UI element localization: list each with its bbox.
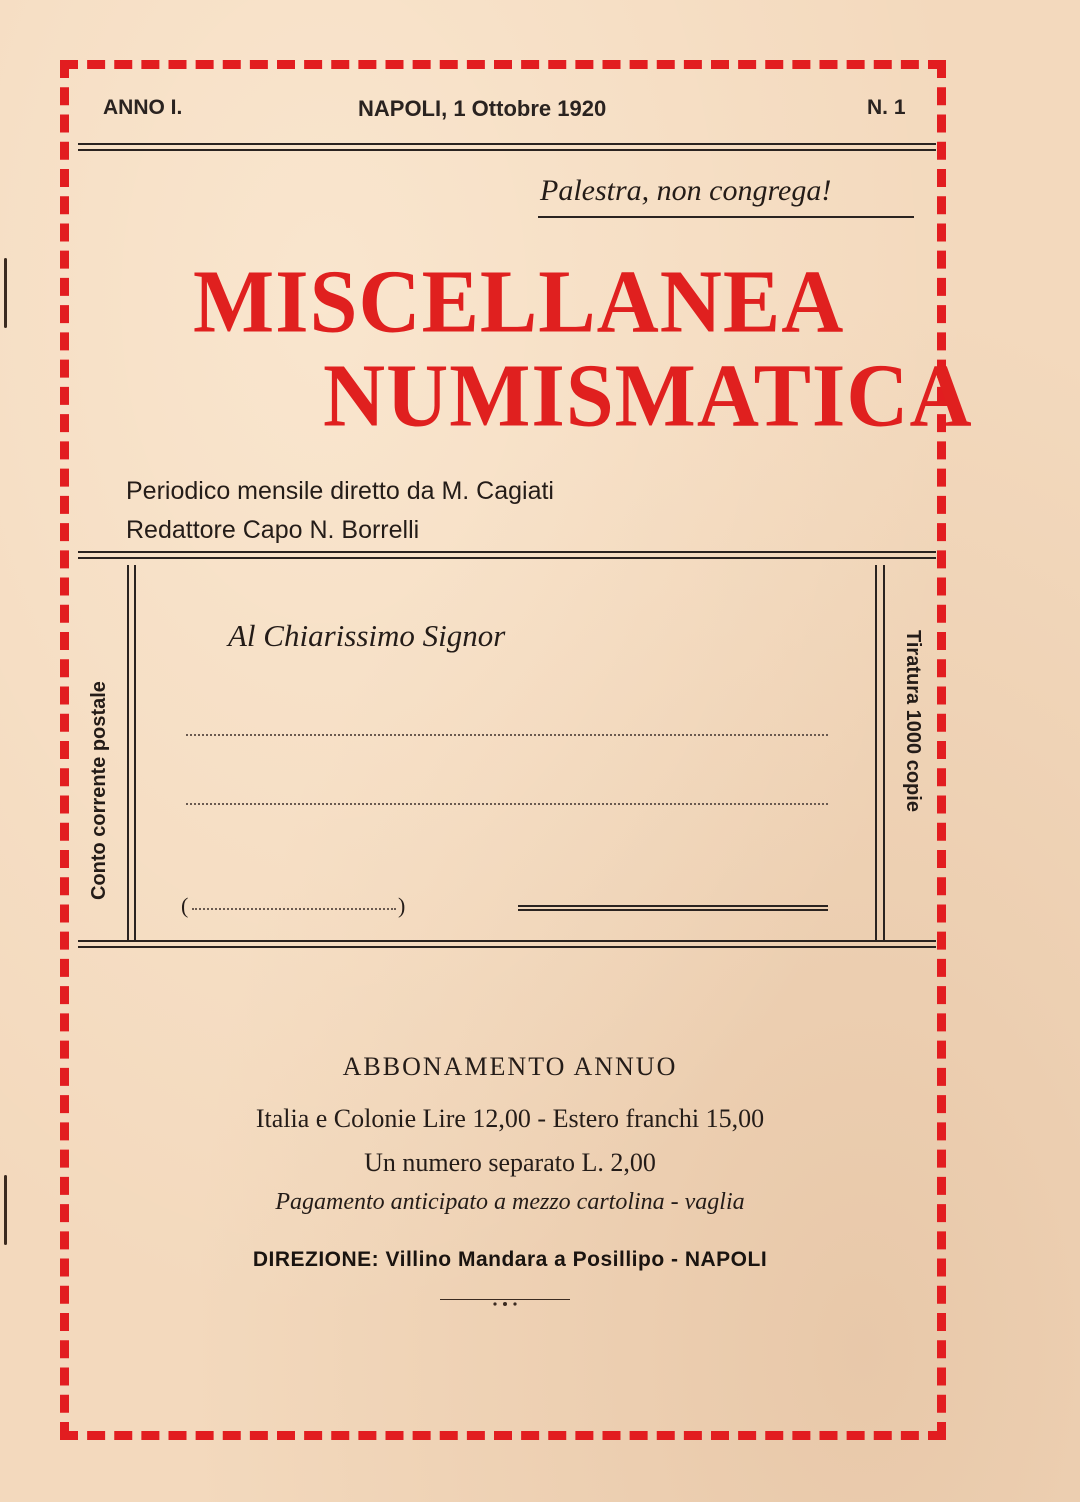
issue-year: ANNO I. xyxy=(103,96,183,119)
city-line xyxy=(518,905,828,911)
direction-address: DIREZIONE: Villino Mandara a Posillipo - NAPOLI xyxy=(252,1248,768,1271)
title-line-2: NUMISMATICA xyxy=(323,344,973,446)
header-rule xyxy=(78,143,936,151)
subscription-prices: Italia e Colonie Lire 12,00 - Estero franchi 15,00 xyxy=(255,1104,765,1133)
single-issue-price: Un numero separato L. 2,00 xyxy=(364,1148,656,1177)
province-line xyxy=(192,908,396,910)
motto-underline xyxy=(538,216,914,218)
address-box-left-line-1 xyxy=(127,565,129,940)
subtitle-director: Periodico mensile diretto da M. Cagiati xyxy=(126,477,554,505)
address-box-top-rule xyxy=(78,551,936,559)
address-line-2 xyxy=(186,803,828,805)
payment-note: Pagamento anticipato a mezzo cartolina - vaglia xyxy=(275,1189,745,1215)
paren-close: ) xyxy=(398,893,406,918)
subscription-heading: ABBONAMENTO ANNUO xyxy=(342,1052,678,1081)
address-box-right-line-2 xyxy=(883,565,885,940)
title-line-1: MISCELLANEA xyxy=(193,250,845,352)
address-box-right-line-1 xyxy=(875,565,877,940)
staple-bottom xyxy=(4,1175,7,1245)
postal-account-label: Conto corrente postale xyxy=(88,681,110,900)
salutation: Al Chiarissimo Signor xyxy=(228,618,506,653)
ornament-dots xyxy=(490,1295,520,1303)
subtitle-editor: Redattore Capo N. Borrelli xyxy=(126,516,420,544)
print-run-label: Tiratura 1000 copie xyxy=(902,630,924,812)
staple-top xyxy=(4,258,7,328)
address-line-1 xyxy=(186,734,828,736)
address-box-bottom-rule xyxy=(78,940,936,948)
address-box-left-line-2 xyxy=(134,565,136,940)
place-date: NAPOLI, 1 Ottobre 1920 xyxy=(358,96,607,121)
issue-number: N. 1 xyxy=(867,96,906,119)
paren-open: ( xyxy=(181,893,189,918)
motto: Palestra, non congrega! xyxy=(540,174,832,207)
